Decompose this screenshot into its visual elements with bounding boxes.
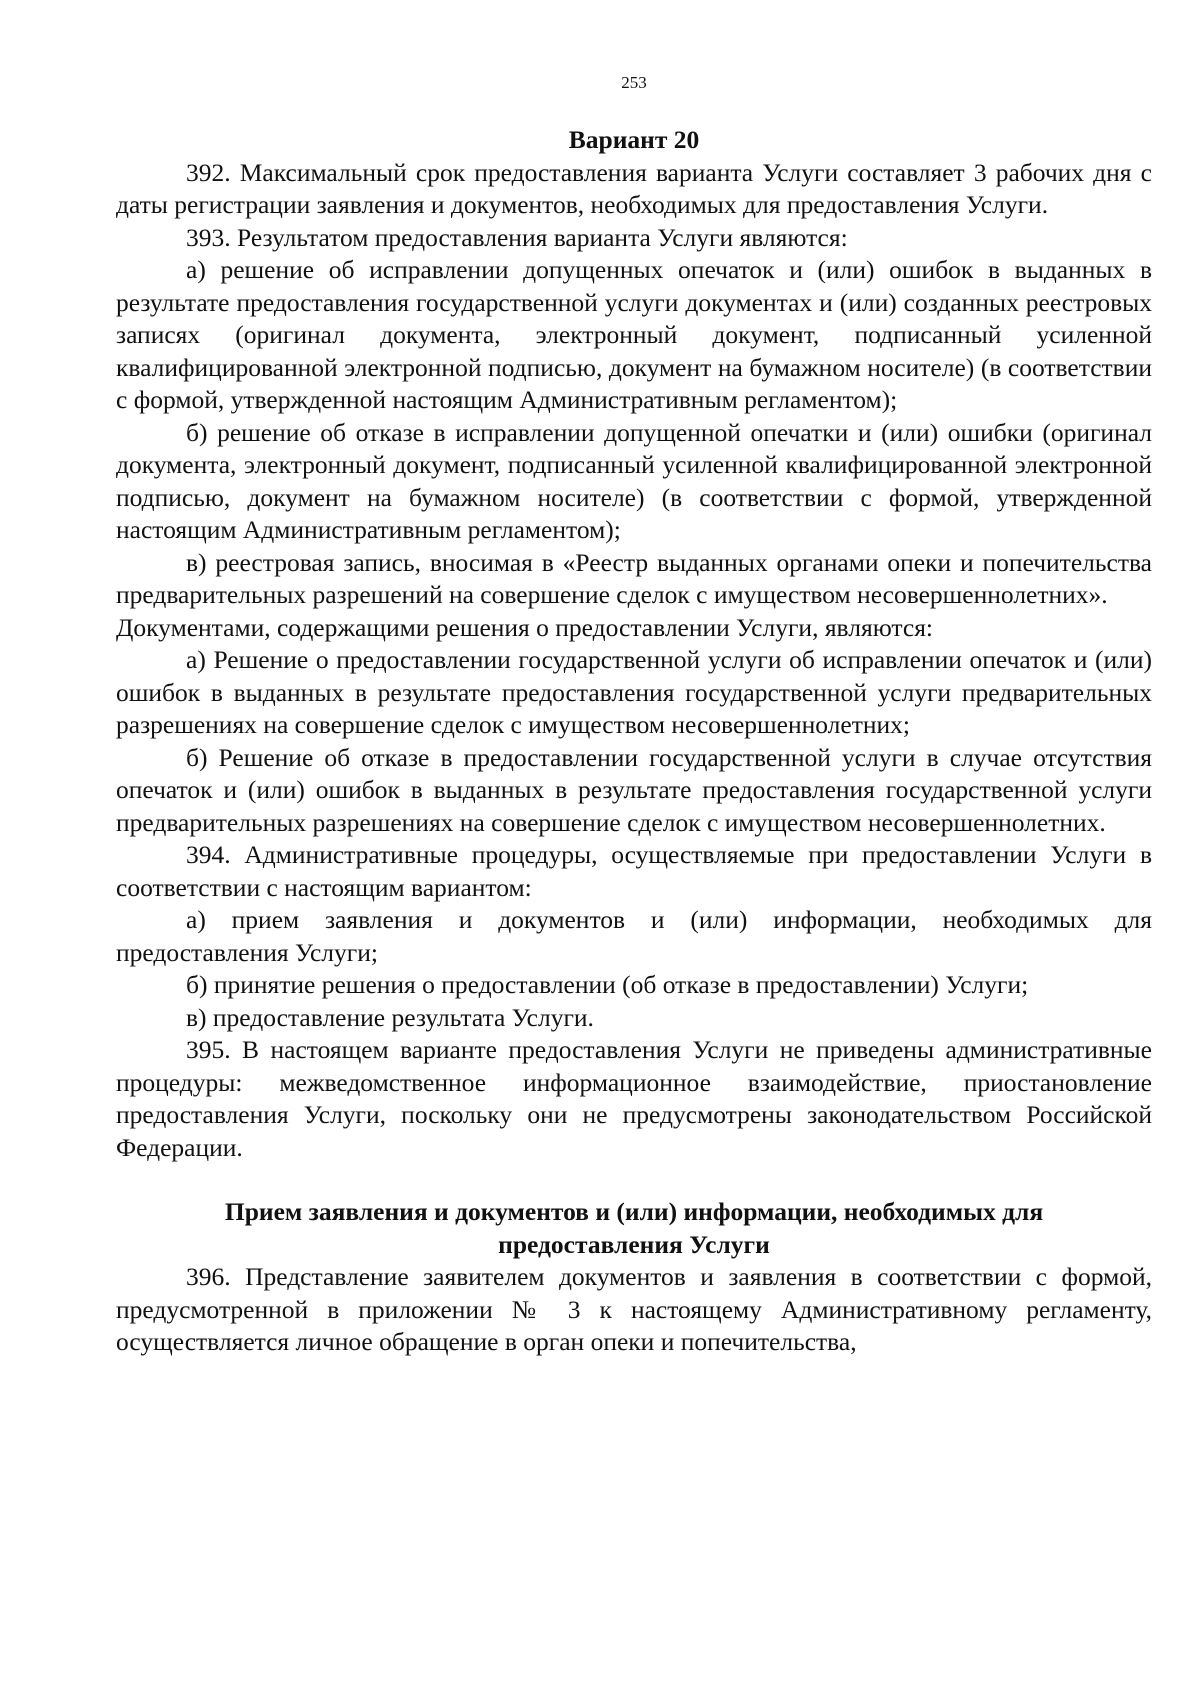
- list-item-394-b: б) принятие решения о предоставлении (об отказе в предоставлении) Услуги;: [186, 970, 1029, 999]
- list-item-393-v: в) реестровая запись, вносимая в «Реестр выданных органами опеки и попечительства предварительных разрешений на совершение сделок с имуществом несовершеннолетних».: [116, 547, 1152, 609]
- list-item-documents-b: б) Решение об отказе в предоставлении государственной услуги в случае отсутствия опечаток и (или) ошибок в выданных в результате предоставления государственной услуги предварительных разрешениях на совершение сделок с имуществом несовершеннолетних.: [116, 742, 1152, 837]
- section-heading-line-1: Прием заявления и документов и (или) информации, необходимых для: [224, 1197, 1044, 1226]
- document-body: [116, 124, 1152, 1359]
- paragraph-396: 396. Представление заявителем документов и заявления в соответствии с формой, предусмотренной в приложении № 3 к настоящему Административному регламенту, осуществляется личное обращение в орган опеки и попечительства,: [116, 1262, 1152, 1356]
- documents-intro: Документами, содержащими решения о предоставлении Услуги, являются:: [116, 612, 934, 642]
- paragraph-395: 395. В настоящем варианте предоставления Услуги не приведены административные процедуры: межведомственное информационное взаимодействие, приостановление предоставления Услуги, поскольку они не предусмотрены законодательством Российской Федерации.: [116, 1035, 1152, 1162]
- section-heading: [116, 1196, 1152, 1261]
- list-item-394-v: в) предоставление результата Услуги.: [186, 1002, 594, 1032]
- paragraph-394: 394. Административные процедуры, осуществляемые при предоставлении Услуги в соответствии с настоящим вариантом:: [116, 840, 1152, 902]
- list-item-documents-a: а) Решение о предоставлении государственной услуги об исправлении опечаток и (или) ошибок в выданных в результате предоставления государственной услуги предварительных разрешениях на совершение сделок с имуществом несовершеннолетних;: [116, 645, 1152, 739]
- variant-heading: Вариант 20: [568, 125, 700, 154]
- page-number: 253: [621, 73, 647, 92]
- list-item-393-a: а) решение об исправлении допущенных опечаток и (или) ошибок в выданных в результате предоставления государственной услуги документах и (или) созданных реестровых записях (оригинал документа, электронный документ, подписанный усиленной квалифицированной электронной подписью, документ на бумажном носителе) (в соответствии с формой, утвержденной настоящим Административным регламентом);: [116, 255, 1152, 414]
- list-item-394-a: а) прием заявления и документов и (или) информации, необходимых для предоставления Услуги;: [116, 905, 1152, 967]
- paragraph-392: 392. Максимальный срок предоставления варианта Услуги составляет 3 рабочих дня с даты регистрации заявления и документов, необходимых для предоставления Услуги.: [116, 157, 1152, 219]
- list-item-393-b: б) решение об отказе в исправлении допущенной опечатки и (или) ошибки (оригинал документа, электронный документ, подписанный усиленной квалифицированной электронной подписью, документ на бумажном носителе) (в соответствии с формой, утвержденной настоящим Административным регламентом);: [116, 417, 1152, 544]
- paragraph-393: 393. Результатом предоставления варианта Услуги являются:: [186, 222, 848, 252]
- section-heading-line-2: предоставления Услуги: [498, 1229, 770, 1259]
